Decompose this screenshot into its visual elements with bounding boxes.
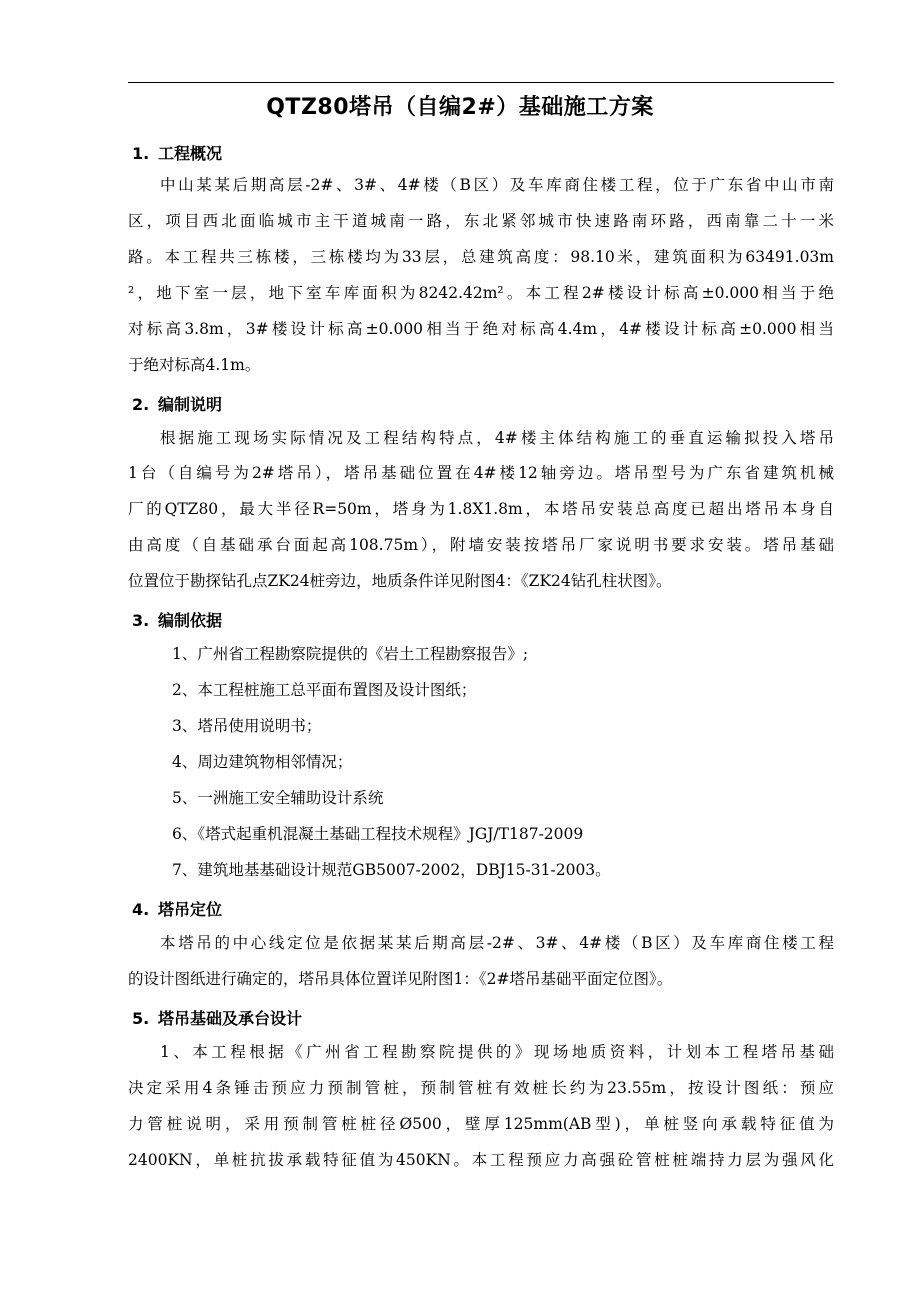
- paragraph-line: 由高度（自基础承台面起高108.75m），附墙安装按塔吊厂家说明书要求安装。塔吊基础: [128, 536, 834, 554]
- document-title: QTZ80塔吊（自编2#）基础施工方案: [266, 95, 654, 120]
- paragraph-line: ²，地下室一层，地下室车库面积为8242.42m²。本工程2#楼设计标高±0.000相当于绝: [128, 284, 834, 302]
- section-heading-2: 2. 编制说明: [132, 395, 223, 414]
- section-heading-1: 1. 工程概况: [132, 144, 223, 163]
- paragraph-line: 位置位于勘探钻孔点ZK24桩旁边，地质条件详见附图4：《ZK24钻孔柱状图》。: [128, 572, 672, 590]
- list-item: 2、本工程桩施工总平面布置图及设计图纸；: [172, 681, 477, 699]
- paragraph-line: 中山某某后期高层-2#、3#、4#楼（B区）及车库商住楼工程，位于广东省中山市南: [160, 176, 834, 194]
- section-heading-3: 3. 编制依据: [132, 611, 223, 630]
- list-item: 4、周边建筑物相邻情况；: [172, 753, 353, 771]
- paragraph-line: 于绝对标高4.1m。: [128, 356, 261, 374]
- paragraph-line: 厂的QTZ80，最大半径R=50m，塔身为1.8X1.8m，本塔吊安装总高度已超出塔吊本身自: [128, 500, 834, 518]
- paragraph-line: 路。本工程共三栋楼，三栋楼均为33层，总建筑高度：98.10米，建筑面积为63491.03m: [128, 248, 834, 266]
- list-item: 1、广州省工程勘察院提供的《岩土工程勘察报告》;: [172, 645, 529, 663]
- header-rule: [128, 82, 834, 83]
- list-item: 7、建筑地基基础设计规范GB5007-2002，DBJ15-31-2003。: [172, 861, 611, 879]
- paragraph-line: 1台（自编号为2#塔吊），塔吊基础位置在4#楼12轴旁边。塔吊型号为广东省建筑机械: [128, 464, 834, 482]
- list-item: 5、一洲施工安全辅助设计系统: [172, 789, 384, 807]
- paragraph-line: 对标高3.8m，3#楼设计标高±0.000相当于绝对标高4.4m，4#楼设计标高±0.000相当: [128, 320, 834, 338]
- paragraph-line: 2400KN，单桩抗拔承载特征值为450KN。本工程预应力高强砼管桩桩端持力层为强风化: [128, 1151, 834, 1169]
- paragraph-line: 区，项目西北面临城市主干道城南一路，东北紧邻城市快速路南环路，西南靠二十一米: [128, 212, 834, 230]
- section-heading-4: 4. 塔吊定位: [132, 900, 223, 919]
- list-item: 6、《塔式起重机混凝土基础工程技术规程》JGJ/T187-2009: [172, 825, 584, 843]
- paragraph-line: 决定采用4条锤击预应力预制管桩，预制管桩有效桩长约为23.55m，按设计图纸：预应: [128, 1079, 834, 1097]
- paragraph-line: 的设计图纸进行确定的，塔吊具体位置详见附图1：《2#塔吊基础平面定位图》。: [128, 970, 673, 988]
- section-heading-5: 5. 塔吊基础及承台设计: [132, 1009, 303, 1028]
- paragraph-line: 根据施工现场实际情况及工程结构特点，4#楼主体结构施工的垂直运输拟投入塔吊: [160, 429, 834, 447]
- list-item: 3、塔吊使用说明书；: [172, 717, 322, 735]
- paragraph-line: 力管桩说明，采用预制管桩桩径Ø500，壁厚125mm(AB型)，单桩竖向承载特征值为: [128, 1115, 834, 1133]
- paragraph-line: 1、本工程根据《广州省工程勘察院提供的》现场地质资料，计划本工程塔吊基础: [160, 1043, 834, 1061]
- paragraph-line: 本塔吊的中心线定位是依据某某后期高层-2#、3#、4#楼（B区）及车库商住楼工程: [160, 934, 834, 952]
